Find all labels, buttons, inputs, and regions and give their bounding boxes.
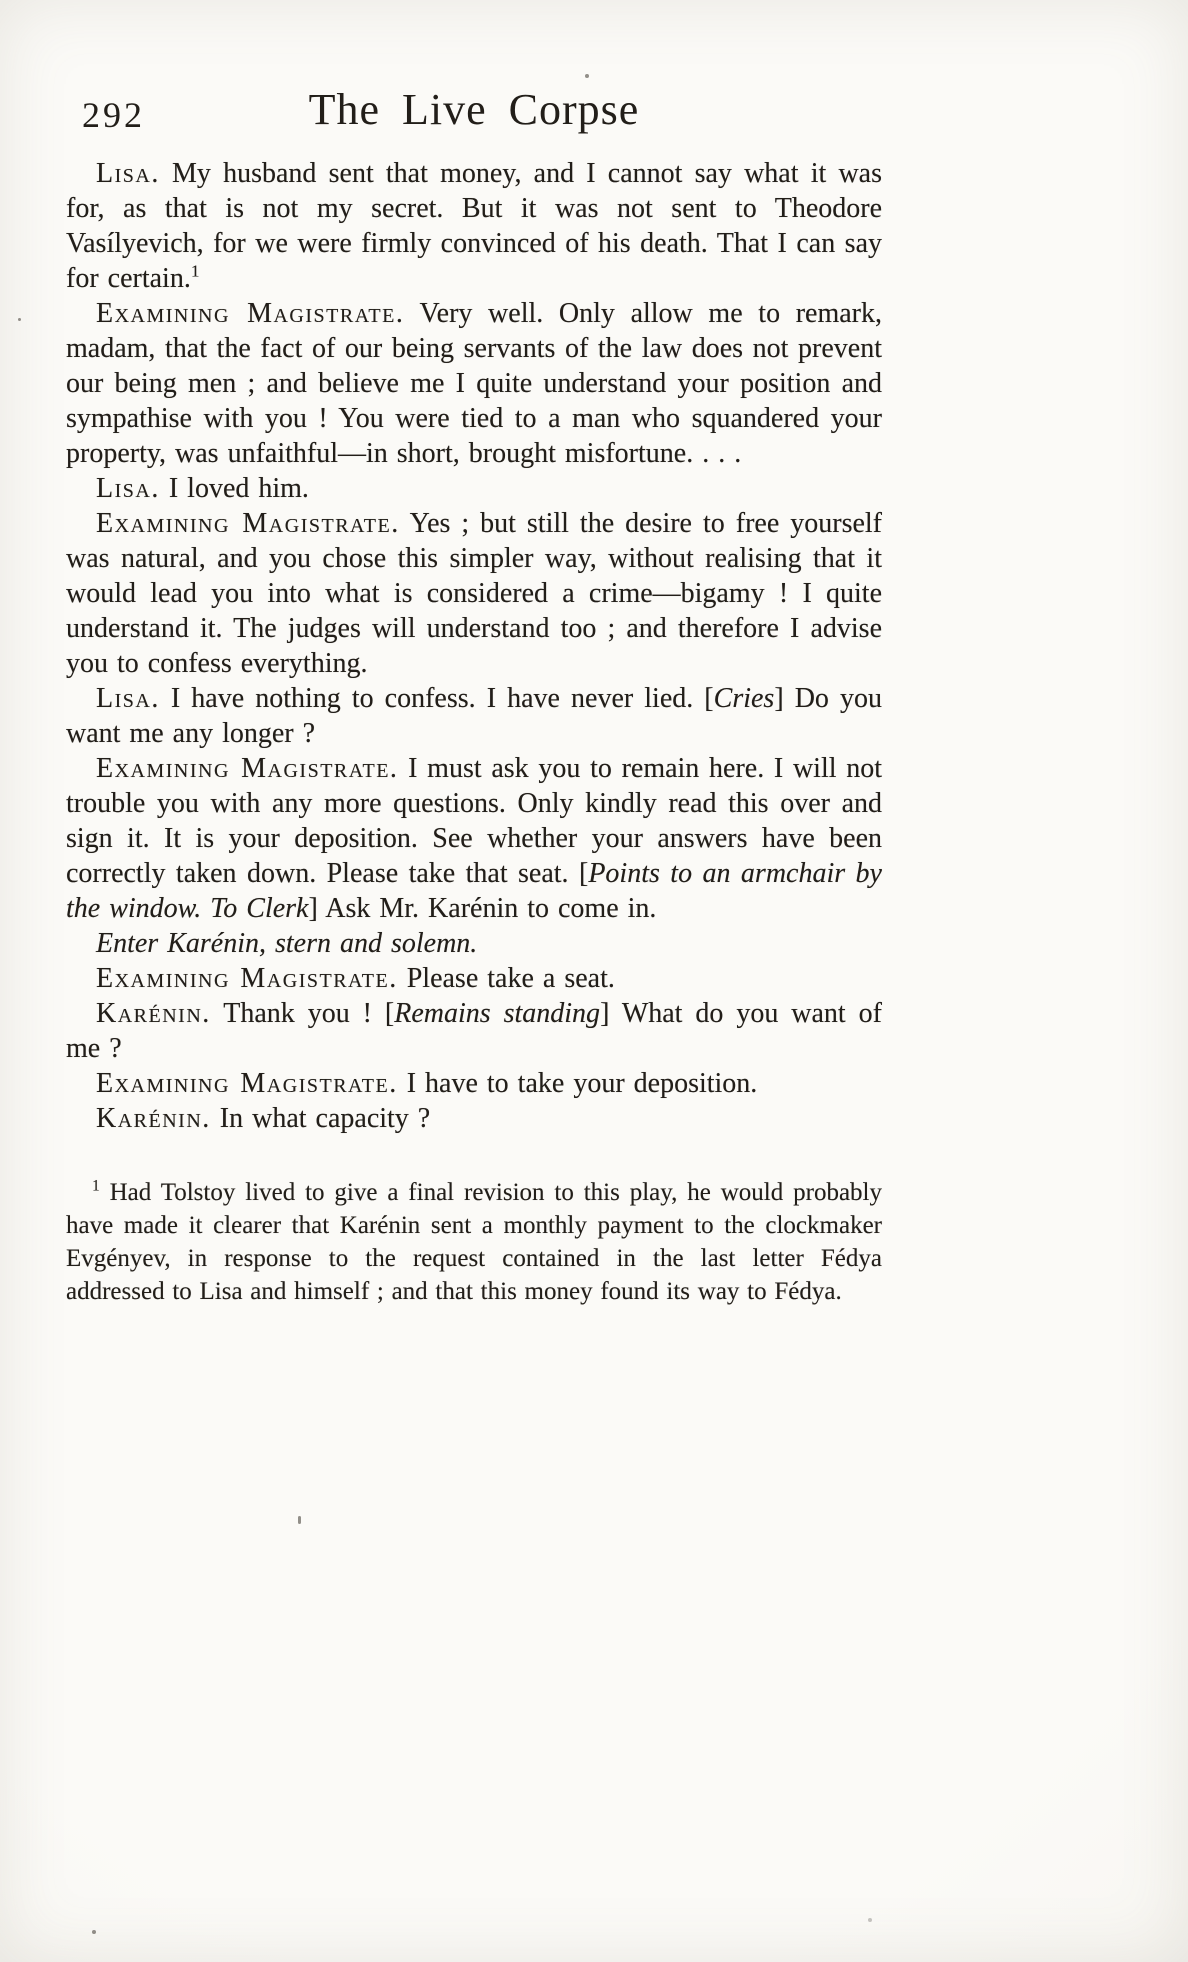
page-number: 292 <box>82 95 145 135</box>
dialogue-paragraph <box>66 961 882 996</box>
speaker-label: Examining Magistrate. <box>96 753 399 784</box>
dialogue-text: ] What do you want of me ? <box>66 998 882 1064</box>
scan-artifact <box>18 318 21 321</box>
play-text <box>66 156 882 1136</box>
dialogue-text: I have nothing to confess. I have never lied. [ <box>159 683 714 714</box>
footnote-text: Had Tolstoy lived to give a final revision to this play, he would probably have made it clearer that Karénin sent a monthly payment to the clockmaker Evgényev, in response to the request contained in the last letter Fédya addressed to Lisa and himself ; and that this money found its way to Fédya. <box>66 1179 882 1305</box>
dialogue-text: Yes ; but still the desire to free yourself was natural, and you chose this simpler way, without realising that it would lead you into what is considered a crime—bigamy ! I quite understand it. The judges will understand too ; and therefore I advise you to confess everything. <box>66 508 882 679</box>
dialogue-paragraph <box>66 296 882 471</box>
dialogue-text: Please take a seat. <box>397 963 615 994</box>
scan-artifact <box>868 1918 872 1922</box>
dialogue-text: My husband sent that money, and I cannot say what it was for, as that is not my secret. But it was not sent to Theodore Vasílyevich, for we were firmly convinced of his death. That I can say for certain. <box>66 158 882 294</box>
speaker-label: Karénin. <box>96 998 211 1029</box>
dialogue-paragraph <box>66 996 882 1066</box>
dialogue-paragraph <box>66 1101 882 1136</box>
dialogue-paragraph <box>66 1066 882 1101</box>
speaker-label: Lisa. <box>96 683 160 714</box>
dialogue-text: I must ask you to remain here. I will not trouble you with any more questions. Only kindly read this over and sign it. It is your deposition. See whether your answers have been correctly taken down. Please take that seat. [ <box>66 753 882 889</box>
dialogue-text: ] Ask Mr. Karénin to come in. <box>308 893 657 924</box>
speaker-label: Karénin. <box>96 1103 211 1134</box>
footnote-marker: 1 <box>92 1177 100 1195</box>
stage-direction-inline: Points to an armchair by the window. To Clerk <box>66 858 882 924</box>
page-title: The Live Corpse <box>308 85 640 134</box>
dialogue-paragraph <box>66 156 882 296</box>
dialogue-paragraph <box>66 751 882 926</box>
page-content <box>66 84 882 1308</box>
speaker-label: Examining Magistrate. <box>96 298 405 329</box>
dialogue-paragraph <box>66 506 882 681</box>
dialogue-paragraph <box>66 471 882 506</box>
scan-artifact <box>585 74 589 78</box>
speaker-label: Lisa. <box>96 473 160 504</box>
dialogue-text: Very well. Only allow me to remark, madam, that the fact of our being servants of the law does not prevent our being men ; and believe me I quite understand your position and sympathise with you ! You were tied to a man who squandered your property, was unfaithful—in short, brought misfortune. . . . <box>66 298 883 469</box>
speaker-label: Examining Magistrate. <box>96 508 400 539</box>
footnote <box>66 1176 882 1308</box>
dialogue-text: I have to take your deposition. <box>397 1068 758 1099</box>
dialogue-text: ] Do you want me any longer ? <box>66 683 882 749</box>
dialogue-text: Thank you ! [ <box>210 998 395 1029</box>
dialogue-paragraph <box>66 681 882 751</box>
speaker-label: Examining Magistrate. <box>96 963 398 994</box>
dialogue-text: I loved him. <box>159 473 309 504</box>
footnote-ref: 1 <box>190 261 200 281</box>
scan-artifact <box>92 1930 96 1934</box>
stage-direction-inline: Cries <box>713 683 775 714</box>
scan-artifact <box>298 1516 301 1524</box>
speaker-label: Lisa. <box>96 158 160 189</box>
dialogue-text: In what capacity ? <box>210 1103 431 1134</box>
page-header <box>66 84 882 144</box>
speaker-label: Examining Magistrate. <box>96 1068 398 1099</box>
stage-direction <box>66 926 882 961</box>
stage-direction-text: Enter Karénin, stern and solemn. <box>96 928 478 959</box>
stage-direction-inline: Remains standing <box>394 998 601 1029</box>
